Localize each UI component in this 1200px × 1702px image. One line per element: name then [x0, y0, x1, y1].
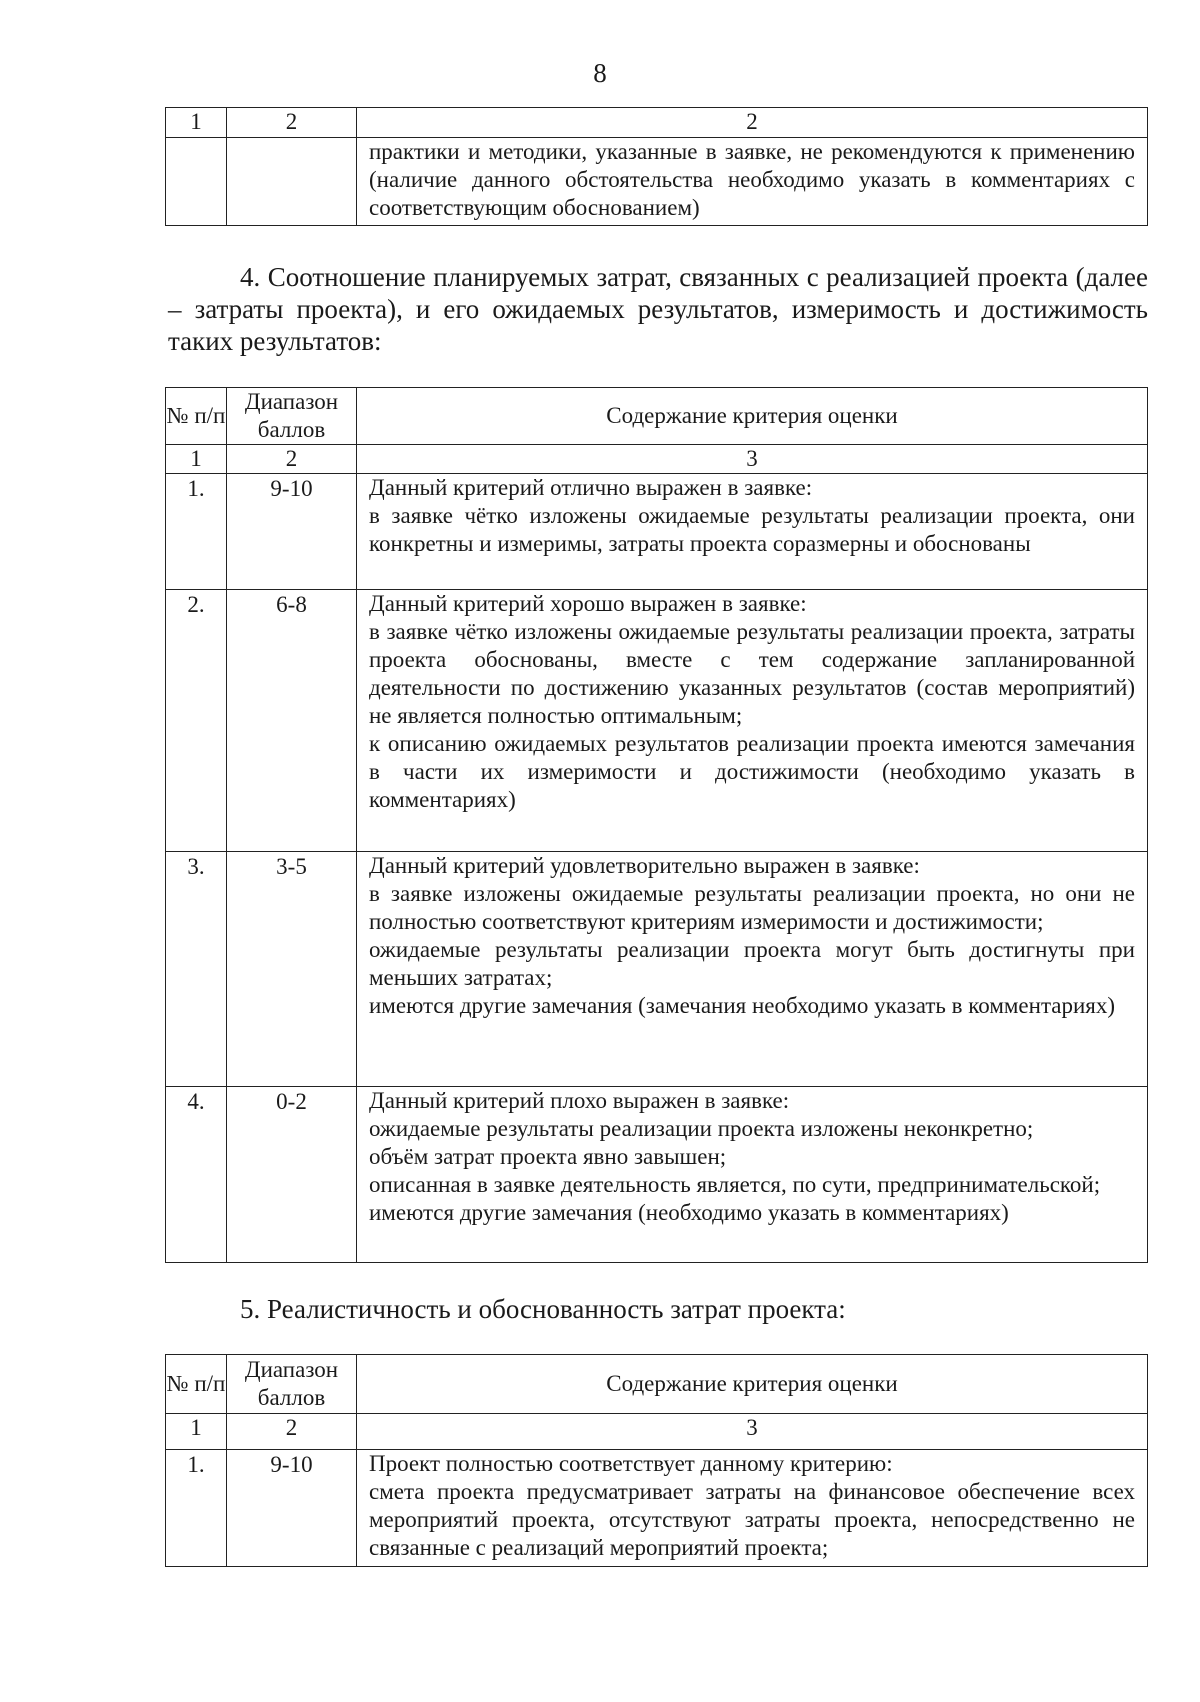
- criterion-line: Данный критерий отлично выражен в заявке:: [369, 475, 813, 500]
- row-content-cell: [357, 474, 1148, 590]
- criteria-table-4: [165, 387, 1148, 1263]
- row-num-cell: 1.: [166, 1450, 227, 1567]
- table-header-row: [166, 388, 1148, 445]
- criterion-line: к описанию ожидаемых результатов реализации проекта имеются замечания в части их измеримости и достижимости (необходимо указать в комментариях): [369, 731, 1135, 812]
- row-num-cell: 3.: [166, 852, 227, 1087]
- criterion-line: Данный критерий хорошо выражен в заявке:: [369, 591, 807, 616]
- criterion-line: описанная в заявке деятельность является, по сути, предпринимательской;: [369, 1172, 1101, 1197]
- row-range-cell: 0-2: [227, 1087, 357, 1263]
- col-num-header: № п/п: [166, 1355, 227, 1414]
- criterion-line: ожидаемые результаты реализации проекта изложены неконкретно;: [369, 1116, 1034, 1141]
- row-range-cell: [227, 138, 357, 226]
- row-content-cell: [357, 1087, 1148, 1263]
- row-content-cell: [357, 852, 1148, 1087]
- table-row: [166, 138, 1148, 226]
- header-cell-3: 2: [357, 108, 1148, 138]
- table-row: [166, 474, 1148, 590]
- criterion-line: имеются другие замечания (необходимо указать в комментариях): [369, 1200, 1009, 1225]
- table-header-row: [166, 1355, 1148, 1414]
- row-content-cell: [357, 590, 1148, 852]
- criterion-line: ожидаемые результаты реализации проекта могут быть достигнуты при меньших затратах;: [369, 937, 1135, 990]
- row-num-cell: 1.: [166, 474, 227, 590]
- row-content-cell: практики и методики, указанные в заявке, не рекомендуются к применению (наличие данного обстоятельства необходимо указать в комментариях с соответствующим обоснованием): [357, 138, 1148, 226]
- row-num-cell: 4.: [166, 1087, 227, 1263]
- criterion-line: Данный критерий удовлетворительно выражен в заявке:: [369, 853, 920, 878]
- criterion-line: объём затрат проекта явно завышен;: [369, 1144, 727, 1169]
- index-cell-1: 1: [166, 1414, 227, 1450]
- col-content-header: Содержание критерия оценки: [357, 1355, 1148, 1414]
- col-range-header: Диапазон баллов: [227, 1355, 357, 1414]
- header-cell-1: 1: [166, 108, 227, 138]
- table-row: [166, 852, 1148, 1087]
- row-num-cell: [166, 138, 227, 226]
- col-content-header: Содержание критерия оценки: [357, 388, 1148, 445]
- col-num-header: № п/п: [166, 388, 227, 445]
- row-range-cell: 6-8: [227, 590, 357, 852]
- index-cell-3: 3: [357, 445, 1148, 474]
- row-range-cell: 3-5: [227, 852, 357, 1087]
- table-row: [166, 590, 1148, 852]
- criterion-line: в заявке изложены ожидаемые результаты реализации проекта, но они не полностью соответствуют критериям измеримости и достижимости;: [369, 881, 1135, 934]
- criterion-line: смета проекта предусматривает затраты на финансовое обеспечение всех мероприятий проекта, отсутствуют затраты проекта, непосредственно не связанные с реализаций мероприятий проекта;: [369, 1479, 1135, 1560]
- criterion-line: в заявке чётко изложены ожидаемые результаты реализации проекта, они конкретны и измеримы, затраты проекта соразмерны и обоснованы: [369, 503, 1135, 556]
- index-cell-1: 1: [166, 445, 227, 474]
- section-5-heading: 5. Реалистичность и обоснованность затрат проекта:: [240, 1294, 846, 1324]
- row-range-cell: 9-10: [227, 474, 357, 590]
- index-cell-2: 2: [227, 445, 357, 474]
- page-number: 8: [593, 58, 607, 88]
- table-header-row: [166, 108, 1148, 138]
- criterion-line: имеются другие замечания (замечания необходимо указать в комментариях): [369, 993, 1116, 1018]
- section-4-heading: 4. Соотношение планируемых затрат, связанных с реализацией проекта (далее – затраты проекта), и его ожидаемых результатов, измеримость и достижимость таких результатов:: [168, 262, 1148, 356]
- criterion-line: в заявке чётко изложены ожидаемые результаты реализации проекта, затраты проекта обоснованы, вместе с тем содержание запланированной деятельности по достижению указанных результатов (состав мероприятий) не является полностью оптимальным;: [369, 619, 1135, 728]
- criteria-table-5: [165, 1354, 1148, 1567]
- table-row: [166, 1087, 1148, 1263]
- row-num-cell: 2.: [166, 590, 227, 852]
- table-index-row: [166, 1414, 1148, 1450]
- index-cell-2: 2: [227, 1414, 357, 1450]
- table-index-row: [166, 445, 1148, 474]
- criterion-line: Проект полностью соответствует данному критерию:: [369, 1451, 893, 1476]
- row-content-cell: [357, 1450, 1148, 1567]
- col-range-header: Диапазон баллов: [227, 388, 357, 445]
- row-range-cell: 9-10: [227, 1450, 357, 1567]
- index-cell-3: 3: [357, 1414, 1148, 1450]
- header-cell-2: 2: [227, 108, 357, 138]
- table-continuation: [165, 107, 1148, 226]
- criterion-line: Данный критерий плохо выражен в заявке:: [369, 1088, 790, 1113]
- table-row: [166, 1450, 1148, 1567]
